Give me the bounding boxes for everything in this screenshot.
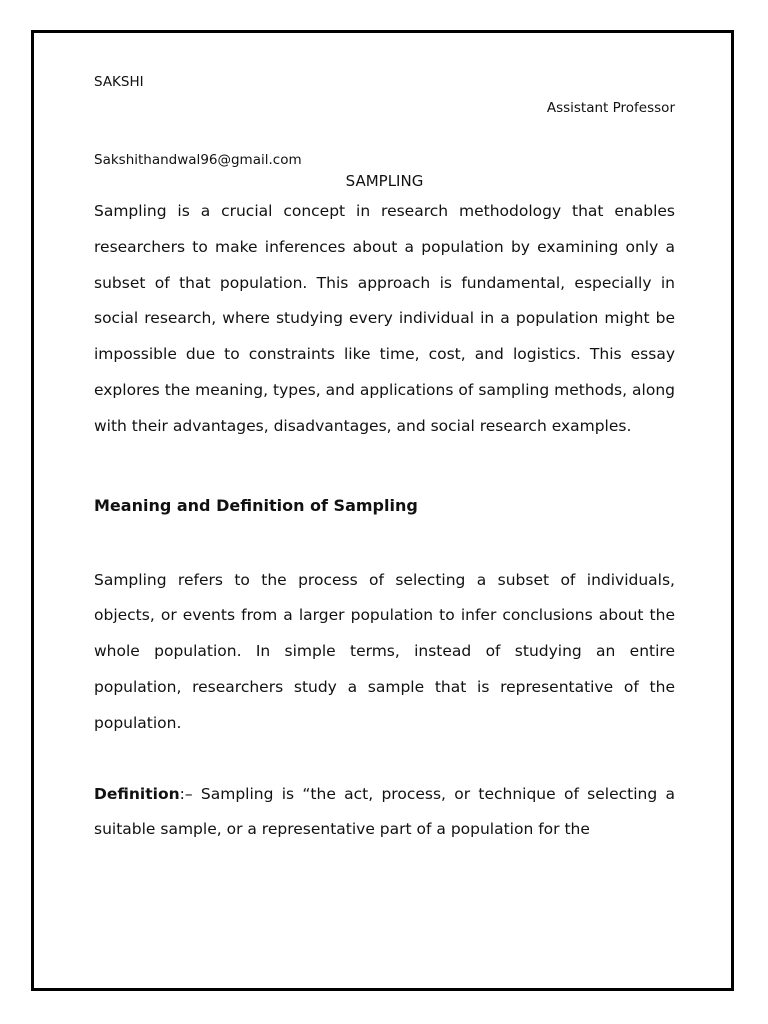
- author-title: Assistant Professor: [546, 100, 675, 116]
- definition-label: Definition: [94, 784, 180, 803]
- author-name: SAKSHI: [94, 74, 144, 90]
- intro-paragraph: Sampling is a crucial concept in research methodology that enables researchers to make inferences about a population by examining only a subset of that population. This approach is fundamental, especially in social research, where studying every individual in a population might be impossible due to constraints like time, cost, and logistics. This essay explores the meaning, types, and applications of sampling methods, along with their advantages, disadvantages, and social research examples.: [94, 202, 675, 435]
- section-heading: Meaning and Definition of Sampling: [94, 495, 418, 515]
- definition-text: :– Sampling is “the act, process, or technique of selecting a suitable sample, or a representative part of a population for the: [94, 784, 675, 839]
- page-content: [94, 73, 675, 848]
- author-email: Sakshithandwal96@gmail.com: [94, 152, 302, 168]
- meaning-paragraph: Sampling refers to the process of selecting a subset of individuals, objects, or events from a larger population to infer conclusions about the whole population. In simple terms, instead of studying an entire population, researchers study a sample that is representative of the population.: [94, 570, 675, 732]
- document-page: [31, 30, 734, 991]
- document-title: SAMPLING: [345, 172, 424, 190]
- definition-paragraph: [94, 777, 675, 849]
